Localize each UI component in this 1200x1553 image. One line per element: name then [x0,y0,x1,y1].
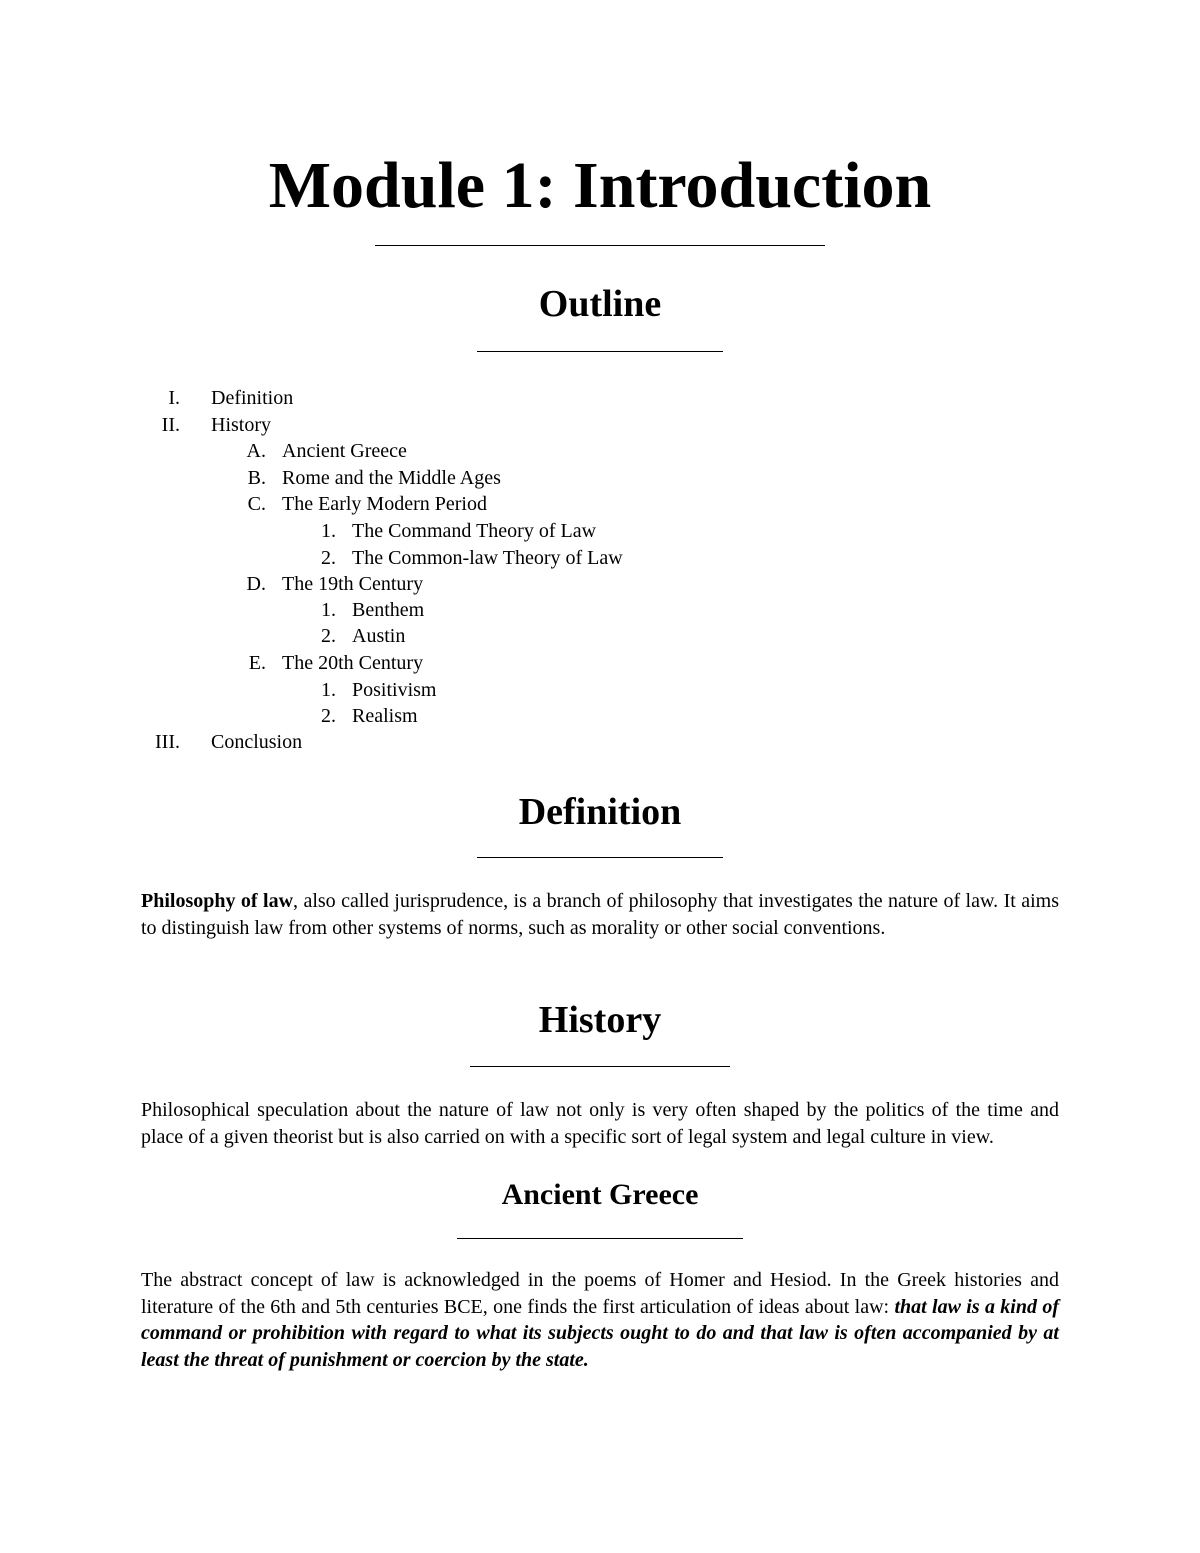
outline-item-positivism: Positivism [352,679,437,701]
outline-marker: 2. [321,625,336,647]
outline-marker: 2. [321,705,336,727]
outline-item-common-law-theory: The Common-law Theory of Law [352,547,623,569]
title-divider [375,245,825,246]
outline-item-ancient-greece: Ancient Greece [282,440,407,462]
ancient-greece-text: The abstract concept of law is acknowledged in the poems of Homer and Hesiod. In the Greek histories and literature of the 6th and 5th centuries BCE, one finds the first articulation of ideas about law: [141,1269,1059,1318]
ancient-greece-emphasis: that law is a kind of command or prohibition with regard to what its subjects ought to do and that law is often accompanied by at least the threat of punishment or coercion by the state. [141,1295,1059,1371]
definition-paragraph [141,888,1059,941]
outline-item-benthem: Benthem [352,599,425,621]
outline-marker: C. [247,493,266,515]
ancient-greece-heading: Ancient Greece [501,1178,699,1211]
outline-marker: B. [247,467,266,489]
outline-marker: 1. [321,679,336,701]
outline-item-command-theory: The Command Theory of Law [352,520,597,542]
outline-item-early-modern: The Early Modern Period [282,493,487,515]
outline-item-19th-century: The 19th Century [282,573,424,595]
outline-marker: D. [246,573,266,595]
outline-marker: II. [161,414,180,436]
outline-marker: I. [168,387,180,409]
outline-marker: 2. [321,547,336,569]
outline-marker: III. [155,731,180,753]
outline-item-history: History [211,414,271,436]
outline-divider [477,351,723,352]
outline-item-austin: Austin [352,625,406,647]
outline-heading: Outline [538,283,662,325]
outline-item-rome: Rome and the Middle Ages [282,467,501,489]
outline-marker: 1. [321,599,336,621]
definition-text: , also called jurisprudence, is a branch of philosophy that investigates the nature of law. It aims to distinguish law from other systems of norms, such as morality or other social conventions. [141,890,1059,939]
outline-item-conclusion: Conclusion [211,731,303,753]
definition-heading: Definition [518,791,682,833]
outline-item-realism: Realism [352,705,418,727]
history-paragraph: Philosophical speculation about the nature of law not only is very often shaped by the politics of the time and place of a given theorist but is also carried on with a specific sort of legal system and legal culture in view. [141,1099,1059,1148]
definition-divider [477,857,723,858]
ancient-greece-divider [457,1238,743,1239]
outline-item-20th-century: The 20th Century [282,652,424,674]
outline-marker: A. [246,440,266,462]
outline-item-definition: Definition [211,387,294,409]
definition-term: Philosophy of law [141,890,294,912]
history-heading: History [538,999,662,1041]
ancient-greece-paragraph [141,1267,1059,1373]
page-title: Module 1: Introduction [268,149,932,222]
outline-marker: 1. [321,520,336,542]
history-divider [470,1066,730,1067]
outline-marker: E. [248,652,266,674]
